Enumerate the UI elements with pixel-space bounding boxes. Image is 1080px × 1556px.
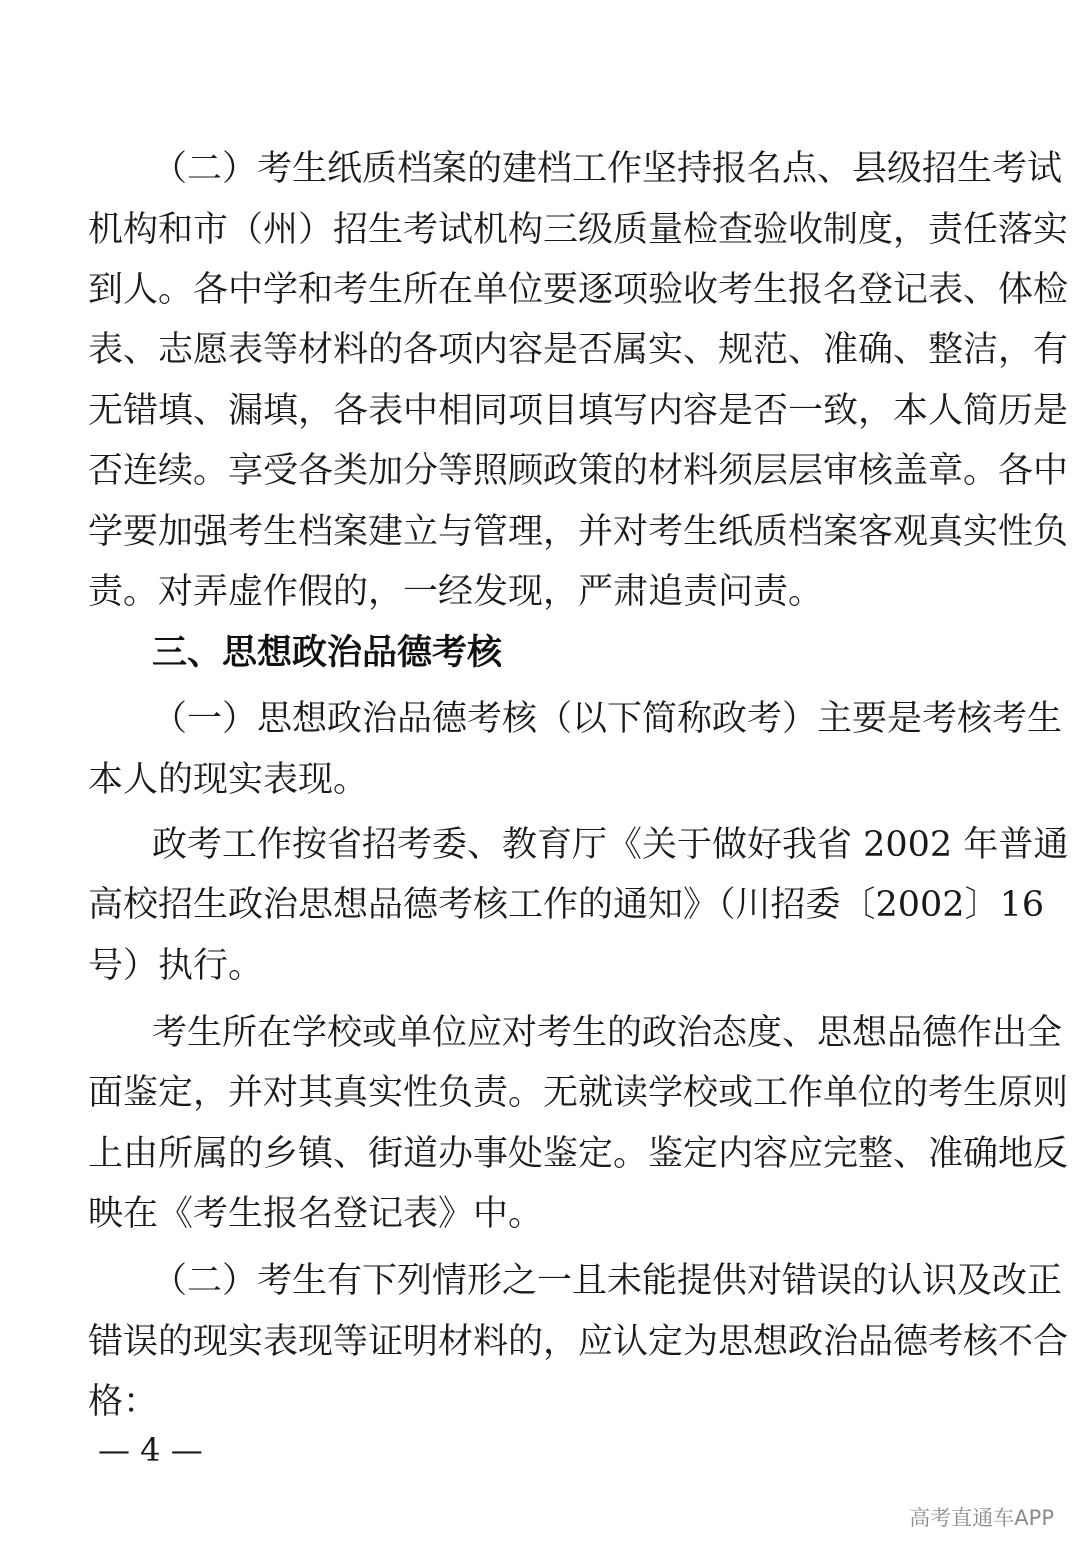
paragraph-line: 政考工作按省招考委、教育厅《关于做好我省 2002 年普通 [152,825,1069,865]
paragraph-line: 无错填、漏填，各表中相同项目填写内容是否一致，本人简历是 [88,391,1069,431]
paragraph-line: 本人的现实表现。 [88,760,369,800]
paragraph-line: 机构和市（州）招生考试机构三级质量检查验收制度，责任落实 [88,210,1069,250]
paragraph-line: 责。对弄虚作假的，一经发现，严肃追责问责。 [88,572,824,612]
paragraph-line: 面鉴定，并对其真实性负责。无就读学校或工作单位的考生原则 [88,1073,1069,1113]
paragraph-line: （二）考生纸质档案的建档工作坚持报名点、县级招生考试 [152,149,1063,189]
paragraph-line: 格： [88,1382,159,1422]
paragraph-line: 上由所属的乡镇、街道办事处鉴定。鉴定内容应完整、准确地反 [88,1134,1069,1174]
paragraph-line: 号）执行。 [88,946,264,986]
watermark: 高考直通车APP [909,1506,1054,1530]
paragraph-line: （二）考生有下列情形之一且未能提供对错误的认识及改正 [152,1261,1063,1301]
page-number: — 4 — [98,1431,203,1469]
paragraph-line: 考生所在学校或单位应对考生的政治态度、思想品德作出全 [152,1013,1063,1053]
paragraph-line: 映在《考生报名登记表》中。 [88,1194,544,1234]
paragraph-line: （一）思想政治品德考核（以下简称政考）主要是考核考生 [152,699,1063,739]
paragraph-line: 错误的现实表现等证明材料的，应认定为思想政治品德考核不合 [88,1322,1069,1362]
paragraph-line: 表、志愿表等材料的各项内容是否属实、规范、准确、整洁，有 [88,330,1069,370]
paragraph-line: 高校招生政治思想品德考核工作的通知》（川招委〔2002〕16 [88,885,1045,925]
section-heading: 三、思想政治品德考核 [152,633,503,673]
paragraph-line: 到人。各中学和考生所在单位要逐项验收考生报名登记表、体检 [88,270,1069,310]
paragraph-line: 否连续。享受各类加分等照顾政策的材料须层层审核盖章。各中 [88,451,1069,491]
paragraph-line: 学要加强考生档案建立与管理，并对考生纸质档案客观真实性负 [88,512,1069,552]
